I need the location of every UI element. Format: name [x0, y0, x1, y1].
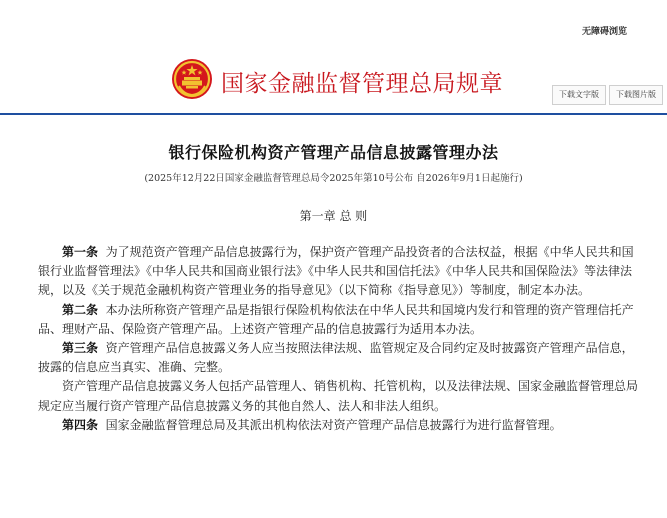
- site-title: 国家金融监督管理总局规章: [221, 71, 503, 97]
- article-text: 资产管理产品信息披露义务人应当按照法律法规、监管规定及合同约定及时披露资产管理产品信息，披露的信息应当真实、准确、完整。: [38, 341, 634, 375]
- article-number: 第四条: [62, 417, 99, 432]
- article-paragraph: [38, 416, 638, 435]
- chapter-heading: 第一章 总 则: [299, 209, 368, 223]
- article-paragraph: [38, 301, 638, 339]
- article-paragraph: [38, 377, 638, 415]
- article-text: 本办法所称资产管理产品是指银行保险机构依法在中华人民共和国境内发行和管理的资产管理信托产品、理财产品、保险资产管理产品。上述资产管理产品的信息披露行为适用本办法。: [38, 302, 634, 336]
- article-number: 第二条: [62, 302, 99, 317]
- article-paragraph: [38, 339, 638, 377]
- header-divider: [0, 113, 667, 115]
- article-number: 第一条: [62, 245, 99, 259]
- document-subtitle: (2025年12月22日国家金融监督管理总局令2025年第10号公布 自2026年9月1日起施行): [144, 173, 523, 184]
- download-text-button[interactable]: 下载文字版: [552, 85, 606, 105]
- article-text: 为了规范资产管理产品信息披露行为，保护资产管理产品投资者的合法权益，根据《中华人民共和国银行业监督管理法》《中华人民共和国商业银行法》《中华人民共和国信托法》《中华人民共和国保险法》等法律法规，以及《关于规范金融机构资产管理业务的指导意见》（以下简称《指导意见》）等制度，制定本办法。: [38, 245, 634, 298]
- national-emblem-icon: [171, 58, 213, 100]
- accessibility-link[interactable]: 无障碍浏览: [581, 27, 627, 37]
- article-text: 国家金融监督管理总局及其派出机构依法对资产管理产品信息披露行为进行监督管理。: [105, 417, 562, 432]
- document-title: 银行保险机构资产管理产品信息披露管理办法: [168, 143, 499, 162]
- download-image-button[interactable]: 下载图片版: [609, 85, 663, 105]
- document-body: [38, 243, 638, 435]
- article-number: 第三条: [62, 341, 99, 356]
- article-text: 资产管理产品信息披露义务人包括产品管理人、销售机构、托管机构，以及法律法规、国家金融监督管理总局规定应当履行资产管理产品信息披露义务的其他自然人、法人和非法人组织。: [38, 379, 639, 413]
- article-paragraph: [38, 243, 638, 301]
